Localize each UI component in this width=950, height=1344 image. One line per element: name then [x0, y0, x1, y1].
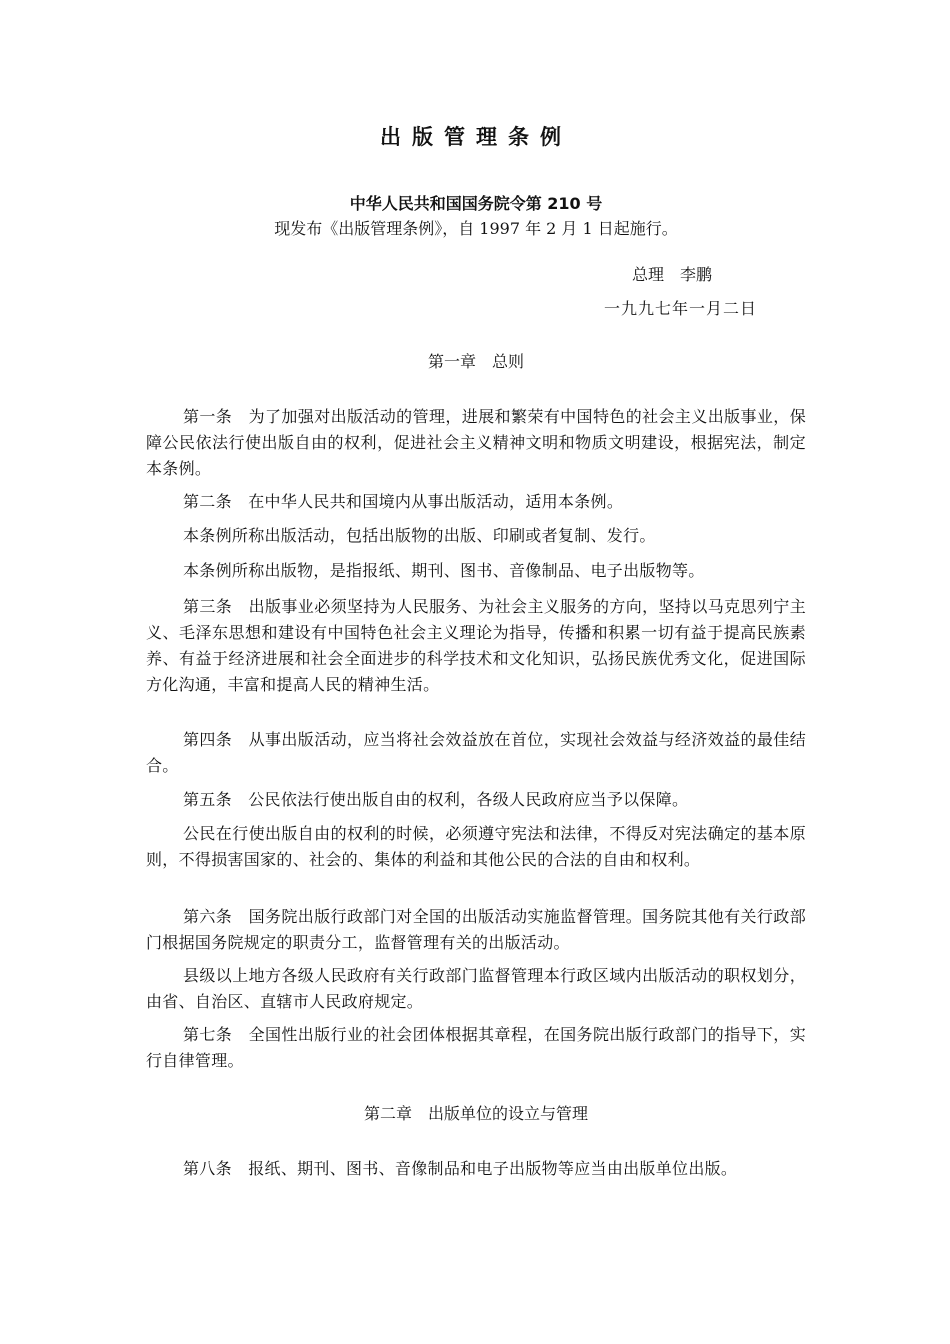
paragraph — [146, 963, 806, 1015]
article-paragraph — [146, 1022, 806, 1074]
article-number: 第七条 — [183, 1025, 233, 1044]
document-title: 出版管理条例 — [380, 125, 572, 149]
paragraph — [146, 821, 806, 873]
decree-number: 中华人民共和国国务院令第 210 号 — [349, 194, 603, 213]
chapter-heading: 第二章 出版单位的设立与管理 — [363, 1104, 588, 1123]
article-number: 第三条 — [183, 597, 233, 616]
article-text: 报纸、期刊、图书、音像制品和电子出版物等应当由出版单位出版。 — [248, 1159, 738, 1178]
paragraph-text: 本条例所称出版物，是指报纸、期刊、图书、音像制品、电子出版物等。 — [183, 561, 705, 580]
article-text: 国务院出版行政部门对全国的出版活动实施监督管理。国务院其他有关行政部门根据国务院规定的职责分工，监督管理有关的出版活动。 — [146, 907, 807, 952]
article-number: 第八条 — [183, 1159, 232, 1178]
signing-date: 一九九七年一月二日 — [604, 299, 758, 318]
article-number: 第五条 — [183, 790, 232, 809]
article-number: 第六条 — [183, 907, 233, 926]
paragraph-text: 县级以上地方各级人民政府有关行政部门监督管理本行政区域内出版活动的职权划分，由省、自治区、直辖市人民政府规定。 — [146, 966, 806, 1011]
article-number: 第一条 — [183, 407, 233, 426]
article-paragraph — [146, 904, 806, 956]
article-paragraph — [146, 787, 806, 813]
article-text: 全国性出版行业的社会团体根据其章程，在国务院出版行政部门的指导下，实行自律管理。 — [146, 1025, 807, 1070]
article-paragraph — [146, 727, 806, 779]
promulgation-statement: 现发布《出版管理条例》，自 1997 年 2 月 1 日起施行。 — [274, 219, 678, 238]
paragraph — [146, 523, 806, 549]
article-text: 出版事业必须坚持为人民服务、为社会主义服务的方向，坚持以马克思列宁主义、毛泽东思想和建设有中国特色社会主义理论为指导，传播和积累一切有益于提高民族素养、有益于经济进展和社会全面进步的科学技术和文化知识，弘扬民族优秀文化，促进国际方化沟通，丰富和提高人民的精神生活。 — [146, 597, 807, 694]
chapter-heading: 第一章 总则 — [427, 352, 524, 371]
article-number: 第二条 — [183, 492, 232, 511]
paragraph — [146, 558, 806, 584]
article-number: 第四条 — [183, 730, 233, 749]
signer: 总理 李鹏 — [632, 265, 713, 284]
article-text: 在中华人民共和国境内从事出版活动，适用本条例。 — [248, 492, 624, 511]
article-text: 为了加强对出版活动的管理，进展和繁荣有中国特色的社会主义出版事业，保障公民依法行使出版自由的权利，促进社会主义精神文明和物质文明建设，根据宪法，制定本条例。 — [146, 407, 807, 478]
article-text: 公民依法行使出版自由的权利，各级人民政府应当予以保障。 — [248, 790, 689, 809]
article-paragraph — [146, 1156, 806, 1182]
paragraph-text: 公民在行使出版自由的权利的时候，必须遵守宪法和法律，不得反对宪法确定的基本原则，不得损害国家的、社会的、集体的利益和其他公民的合法的自由和权利。 — [146, 824, 806, 869]
article-paragraph — [146, 489, 806, 515]
article-paragraph — [146, 404, 806, 482]
article-paragraph — [146, 594, 806, 698]
paragraph-text: 本条例所称出版活动，包括出版物的出版、印刷或者复制、发行。 — [183, 526, 656, 545]
article-text: 从事出版活动，应当将社会效益放在首位，实现社会效益与经济效益的最佳结合。 — [146, 730, 807, 775]
